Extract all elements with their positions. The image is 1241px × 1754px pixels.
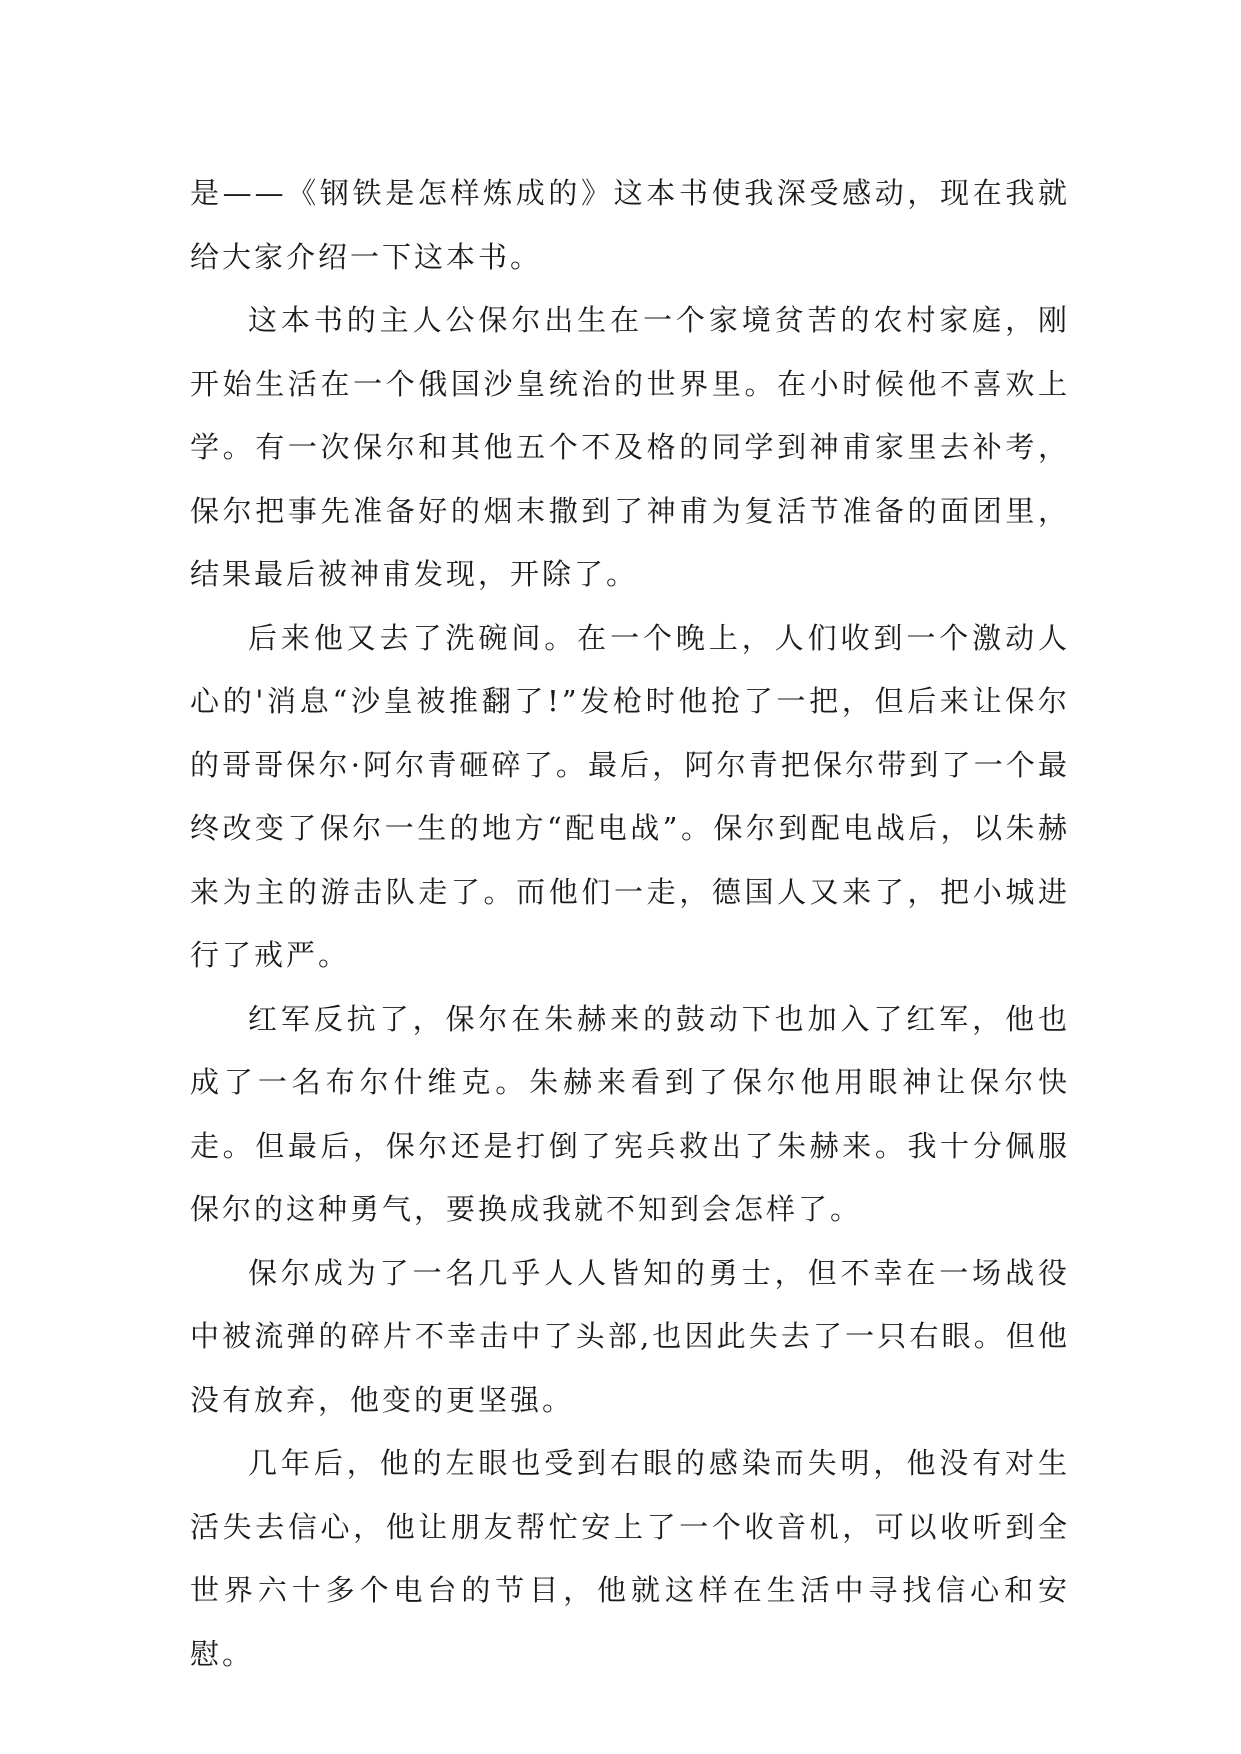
paragraph-4: 红军反抗了，保尔在朱赫来的鼓动下也加入了红军，他也成了一名布尔什维克。朱赫来看到了保尔他用眼神让保尔快走。但最后，保尔还是打倒了宪兵救出了朱赫来。我十分佩服保尔的这种勇气，要换成我就不知到会怎样了。: [190, 1001, 1070, 1226]
paragraph-1: 是——《钢铁是怎样炼成的》这本书使我深受感动，现在我就给大家介绍一下这本书。: [190, 176, 1070, 274]
paragraph-6: 几年后，他的左眼也受到右眼的感染而失明，他没有对生活失去信心，他让朋友帮忙安上了一个收音机，可以收听到全世界六十多个电台的节目，他就这样在生活中寻找信心和安慰。: [190, 1446, 1070, 1671]
paragraph-3: 后来他又去了洗碗间。在一个晚上，人们收到一个激动人心的'消息“沙皇被推翻了!”发枪时他抢了一把，但后来让保尔的哥哥保尔·阿尔青砸碎了。最后，阿尔青把保尔带到了一个最终改变了保尔一生的地方“配电战”。保尔到配电战后，以朱赫来为主的游击队走了。而他们一走，德国人又来了，把小城进行了戒严。: [190, 620, 1070, 972]
paragraph-2: 这本书的主人公保尔出生在一个家境贫苦的农村家庭，刚开始生活在一个俄国沙皇统治的世界里。在小时候他不喜欢上学。有一次保尔和其他五个不及格的同学到神甫家里去补考，保尔把事先准备好的烟末撒到了神甫为复活节准备的面团里，结果最后被神甫发现，开除了。: [190, 303, 1070, 591]
paragraph-5: 保尔成为了一名几乎人人皆知的勇士，但不幸在一场战役中被流弹的碎片不幸击中了头部,也因此失去了一只右眼。但他没有放弃，他变的更坚强。: [190, 1255, 1070, 1417]
document-page: [190, 162, 1070, 1686]
